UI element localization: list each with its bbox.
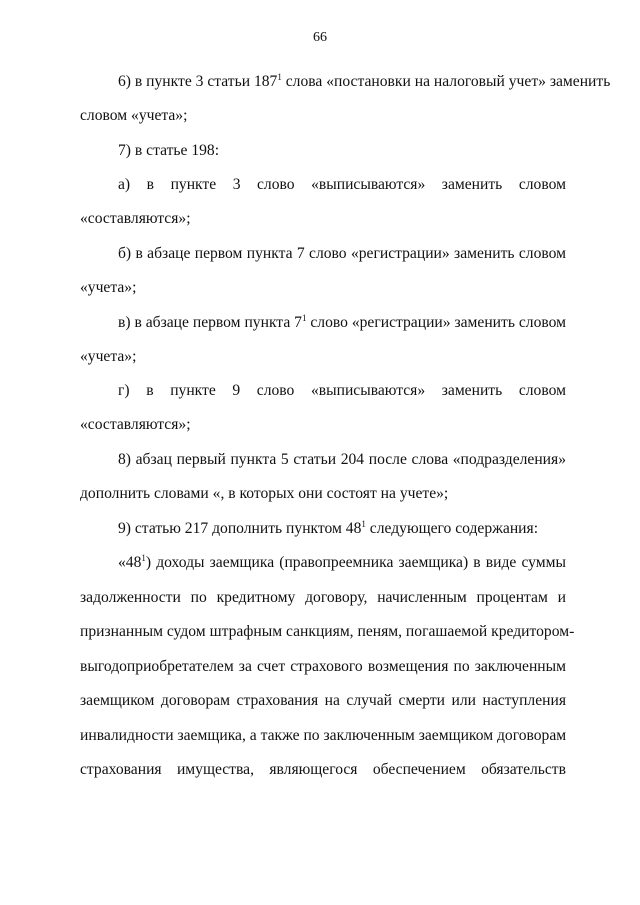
item-8-line-1: 8) абзац первый пункта 5 статьи 204 после слова «подразделения» bbox=[118, 451, 566, 468]
item-7a-line-1: а) в пункте 3 слово «выписываются» заменить словом bbox=[118, 176, 566, 193]
item-7b-line-2: «учета»; bbox=[80, 279, 137, 296]
item-6-line-2: словом «учета»; bbox=[80, 107, 188, 124]
item-6-line-1: 6) в пункте 3 статьи $187^1$ слова «постановки на налоговый учет» заменить bbox=[118, 72, 611, 90]
item-7v-line-2: «учета»; bbox=[80, 348, 137, 365]
item-48-line-4: выгодоприобретателем за счет страхового возмещения по заключенным bbox=[80, 658, 566, 675]
item-9-line-1: 9) статью 217 дополнить пунктом $48^1$ следующего содержания: bbox=[118, 519, 539, 537]
item-48-line-3: признанным судом штрафным санкциям, пеням, погашаемой кредитором- bbox=[80, 623, 575, 640]
item-48-line-5: заемщиком договорам страхования на случай смерти или наступления bbox=[80, 692, 566, 709]
item-48-line-7: страхования имущества, являющегося обеспечением обязательств bbox=[80, 761, 566, 778]
item-7a-line-2: «составляются»; bbox=[80, 210, 191, 227]
item-48-line-2: задолженности по кредитному договору, начисленным процентам и bbox=[80, 589, 566, 606]
item-7v-line-1: в) в абзаце первом пункта $7^1$ слово «регистрации» заменить словом bbox=[118, 313, 566, 331]
item-48-line-6: инвалидности заемщика, а также по заключенным заемщиком договорам bbox=[80, 727, 567, 744]
item-7g-line-1: г) в пункте 9 слово «выписываются» заменить словом bbox=[118, 382, 566, 399]
page-number: 66 bbox=[313, 30, 327, 45]
item-7b-line-1: б) в абзаце первом пункта 7 слово «регистрации» заменить словом bbox=[118, 245, 566, 262]
item-8-line-2: дополнить словами «, в которых они состоят на учете»; bbox=[80, 485, 449, 502]
item-7-heading: 7) в статье 198: bbox=[118, 142, 220, 159]
item-7g-line-2: «составляются»; bbox=[80, 416, 191, 433]
item-48-line-1: «$48^1$) доходы заемщика (правопреемника заемщика) в виде суммы bbox=[118, 553, 566, 571]
